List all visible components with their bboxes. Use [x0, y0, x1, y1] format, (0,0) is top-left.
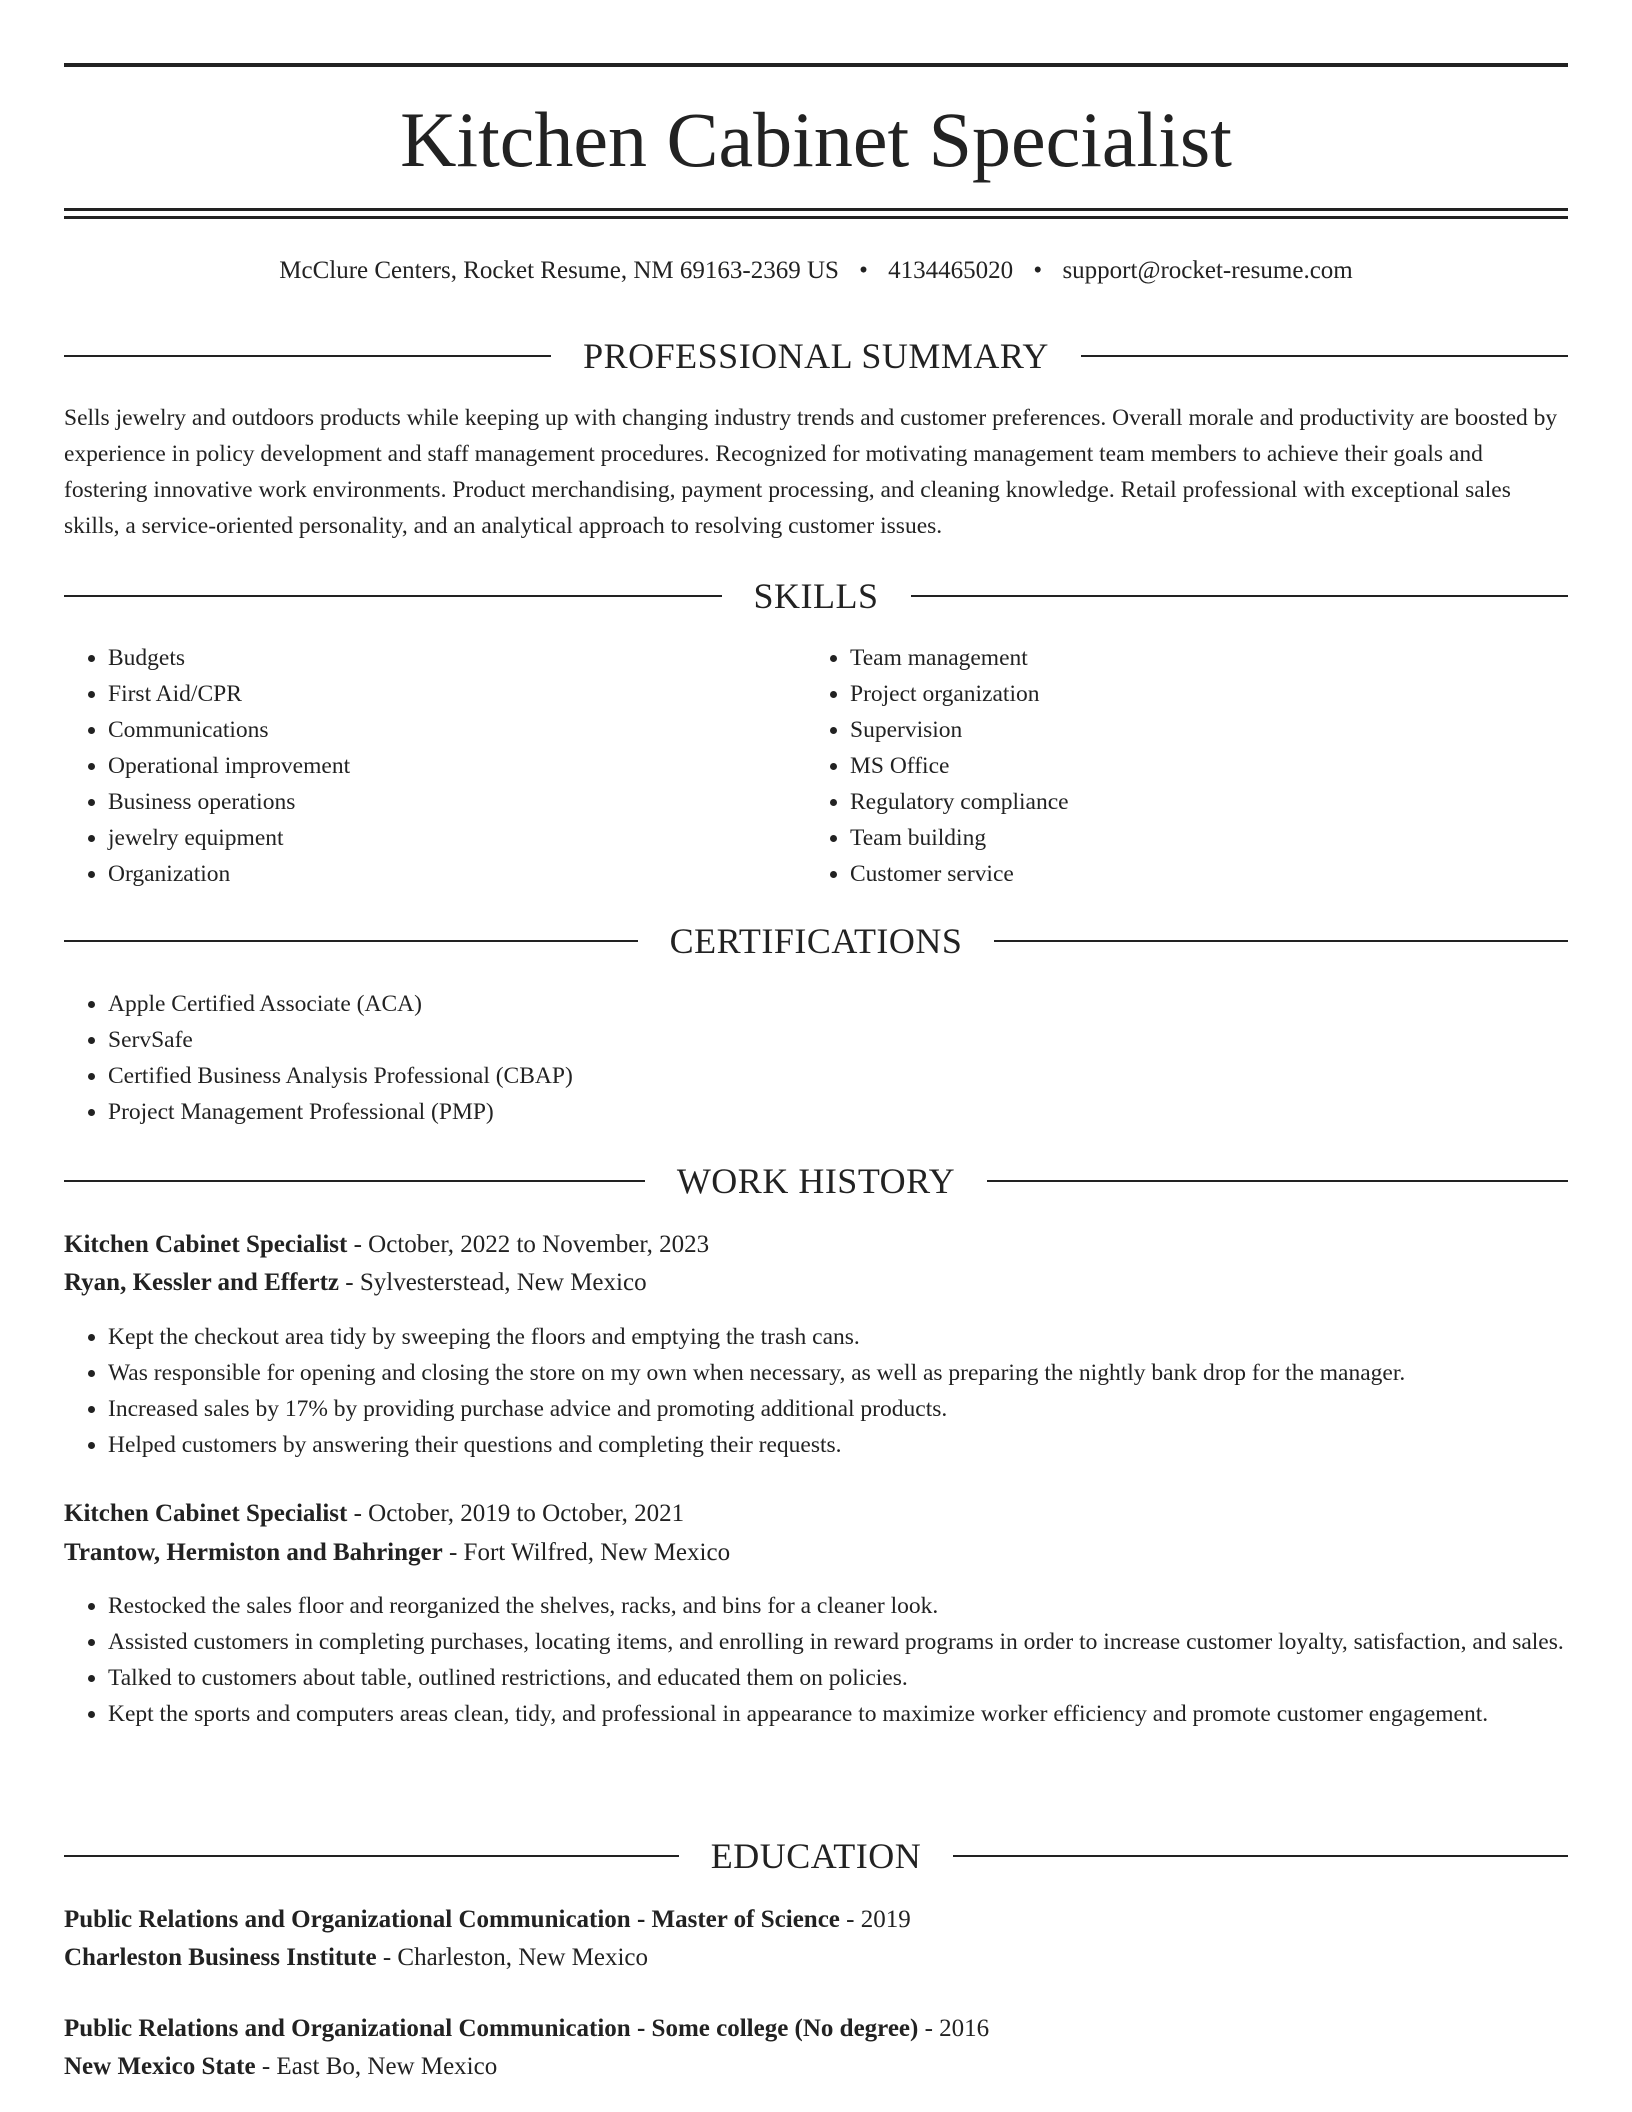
- job-bullet: • Assisted customers in completing purchases, locating items, and enrolling in reward programs in order to increase customer loyalty, satisfaction, and sales.: [108, 1624, 1568, 1660]
- education-degree-line: Public Relations and Organizational Communication - Some college (No degree) - 2016: [64, 2015, 990, 2042]
- job-dates: October, 2019 to October, 2021: [368, 1500, 685, 1527]
- heading-rule-right: [911, 595, 1569, 597]
- contact-email: support@rocket-resume.com: [1062, 257, 1353, 284]
- job-dates: October, 2022 to November, 2023: [368, 1231, 710, 1258]
- heading-rule-right: [987, 1180, 1568, 1182]
- job-bullet: • Increased sales by 17% by providing purchase advice and promoting additional products.: [108, 1391, 1568, 1427]
- summary-heading-label: PROFESSIONAL SUMMARY: [583, 336, 1049, 376]
- skill-item: • Communications: [108, 712, 764, 748]
- education-school: Charleston Business Institute: [64, 1944, 377, 1971]
- skill-item: • jewelry equipment: [108, 820, 764, 856]
- header-rule-upper: [64, 208, 1568, 211]
- heading-rule-left: [64, 1855, 679, 1857]
- skill-item: • MS Office: [850, 748, 1506, 784]
- skill-item: • Budgets: [108, 640, 764, 676]
- job-bullet: • Helped customers by answering their questions and completing their requests.: [108, 1427, 1568, 1463]
- heading-rule-right: [1081, 355, 1568, 357]
- job-bullets: [64, 1588, 1568, 1732]
- certifications-heading-label: CERTIFICATIONS: [669, 921, 963, 961]
- job-bullet: • Talked to customers about table, outlined restrictions, and educated them on policies.: [108, 1660, 1568, 1696]
- education-year: 2019: [860, 1906, 911, 1933]
- contact-line: [64, 254, 1568, 288]
- job-title-line: Kitchen Cabinet Specialist - October, 2022 to November, 2023: [64, 1231, 710, 1258]
- skills-column-left: [64, 640, 764, 892]
- certification-item: • Certified Business Analysis Professional (CBAP): [108, 1058, 1568, 1094]
- education-location: East Bo, New Mexico: [276, 2053, 498, 2080]
- work-history-heading: [64, 1159, 1568, 1203]
- heading-rule-left: [64, 355, 551, 357]
- skill-item: • Team management: [850, 640, 1506, 676]
- work-history-heading-label: WORK HISTORY: [676, 1161, 956, 1201]
- job-title: Kitchen Cabinet Specialist: [64, 1231, 348, 1258]
- education-school-line: Charleston Business Institute - Charleston, New Mexico: [64, 1944, 649, 1971]
- education-degree-line: Public Relations and Organizational Communication - Master of Science - 2019: [64, 1906, 911, 1933]
- heading-rule-left: [64, 595, 722, 597]
- contact-address: McClure Centers, Rocket Resume, NM 69163-2369 US: [279, 257, 839, 284]
- heading-rule-left: [64, 1180, 645, 1182]
- job-title: Kitchen Cabinet Specialist: [64, 1500, 348, 1527]
- skill-item: • Business operations: [108, 784, 764, 820]
- heading-rule-right: [953, 1855, 1568, 1857]
- contact-separator: •: [859, 257, 868, 284]
- top-rule: [64, 63, 1568, 67]
- skill-item: • Regulatory compliance: [850, 784, 1506, 820]
- education-heading: [64, 1834, 1568, 1878]
- job-bullets: [64, 1319, 1568, 1463]
- skill-item: • Customer service: [850, 856, 1506, 892]
- education-school-line: New Mexico State - East Bo, New Mexico: [64, 2053, 498, 2080]
- job-bullet: • Kept the checkout area tidy by sweeping the floors and emptying the trash cans.: [108, 1319, 1568, 1355]
- education-location: Charleston, New Mexico: [397, 1944, 649, 1971]
- contact-phone: 4134465020: [888, 257, 1014, 284]
- skill-item: • Project organization: [850, 676, 1506, 712]
- education-heading-label: EDUCATION: [710, 1836, 922, 1876]
- job-location: Fort Wilfred, New Mexico: [463, 1539, 731, 1566]
- skills-column-right: [806, 640, 1506, 892]
- skill-item: • Team building: [850, 820, 1506, 856]
- education-year: 2016: [939, 2015, 990, 2042]
- resume-name: Kitchen Cabinet Specialist: [400, 96, 1232, 183]
- job-bullet: • Kept the sports and computers areas clean, tidy, and professional in appearance to maximize worker efficiency and promote customer engagement.: [108, 1696, 1568, 1732]
- certifications-heading: [64, 919, 1568, 963]
- certification-item: • ServSafe: [108, 1022, 1568, 1058]
- job-bullet: • Restocked the sales floor and reorganized the shelves, racks, and bins for a cleaner look.: [108, 1588, 1568, 1624]
- job-company: Trantow, Hermiston and Bahringer: [64, 1539, 443, 1566]
- skills-heading: [64, 574, 1568, 618]
- education-school: New Mexico State: [64, 2053, 256, 2080]
- skill-item: • Operational improvement: [108, 748, 764, 784]
- job-company: Ryan, Kessler and Effertz: [64, 1269, 340, 1296]
- education-degree: Public Relations and Organizational Communication - Master of Science: [64, 1906, 840, 1933]
- heading-rule-left: [64, 940, 638, 942]
- job-company-line: Ryan, Kessler and Effertz - Sylvesterstead, New Mexico: [64, 1269, 647, 1296]
- contact-separator: •: [1033, 257, 1043, 284]
- job-location: Sylvesterstead, New Mexico: [359, 1269, 647, 1296]
- skill-item: • Organization: [108, 856, 764, 892]
- summary-text: Sells jewelry and outdoors products while keeping up with changing industry trends and customer preferences. Overall morale and productivity are boosted by experience in policy development and staff management procedures. Recognized for motivating management team members to achieve their goals and fostering innovative work environments. Product merchandising, payment processing, and cleaning knowledge. Retail professional with exceptional sales skills, a service-oriented personality, and an analytical approach to resolving customer issues.: [64, 405, 1558, 539]
- summary-heading: [64, 334, 1568, 378]
- certifications-list: [64, 986, 1568, 1130]
- job-title-line: Kitchen Cabinet Specialist - October, 2019 to October, 2021: [64, 1500, 685, 1527]
- header-rule-lower: [64, 216, 1568, 219]
- certification-item: • Project Management Professional (PMP): [108, 1094, 1568, 1130]
- job-bullet: • Was responsible for opening and closing the store on my own when necessary, as well as preparing the nightly bank drop for the manager.: [108, 1355, 1568, 1391]
- job-company-line: Trantow, Hermiston and Bahringer - Fort Wilfred, New Mexico: [64, 1539, 731, 1566]
- certification-item: • Apple Certified Associate (ACA): [108, 986, 1568, 1022]
- skills-heading-label: SKILLS: [753, 576, 879, 616]
- education-degree: Public Relations and Organizational Communication - Some college (No degree): [64, 2015, 919, 2042]
- skill-item: • Supervision: [850, 712, 1506, 748]
- heading-rule-right: [994, 940, 1568, 942]
- skill-item: • First Aid/CPR: [108, 676, 764, 712]
